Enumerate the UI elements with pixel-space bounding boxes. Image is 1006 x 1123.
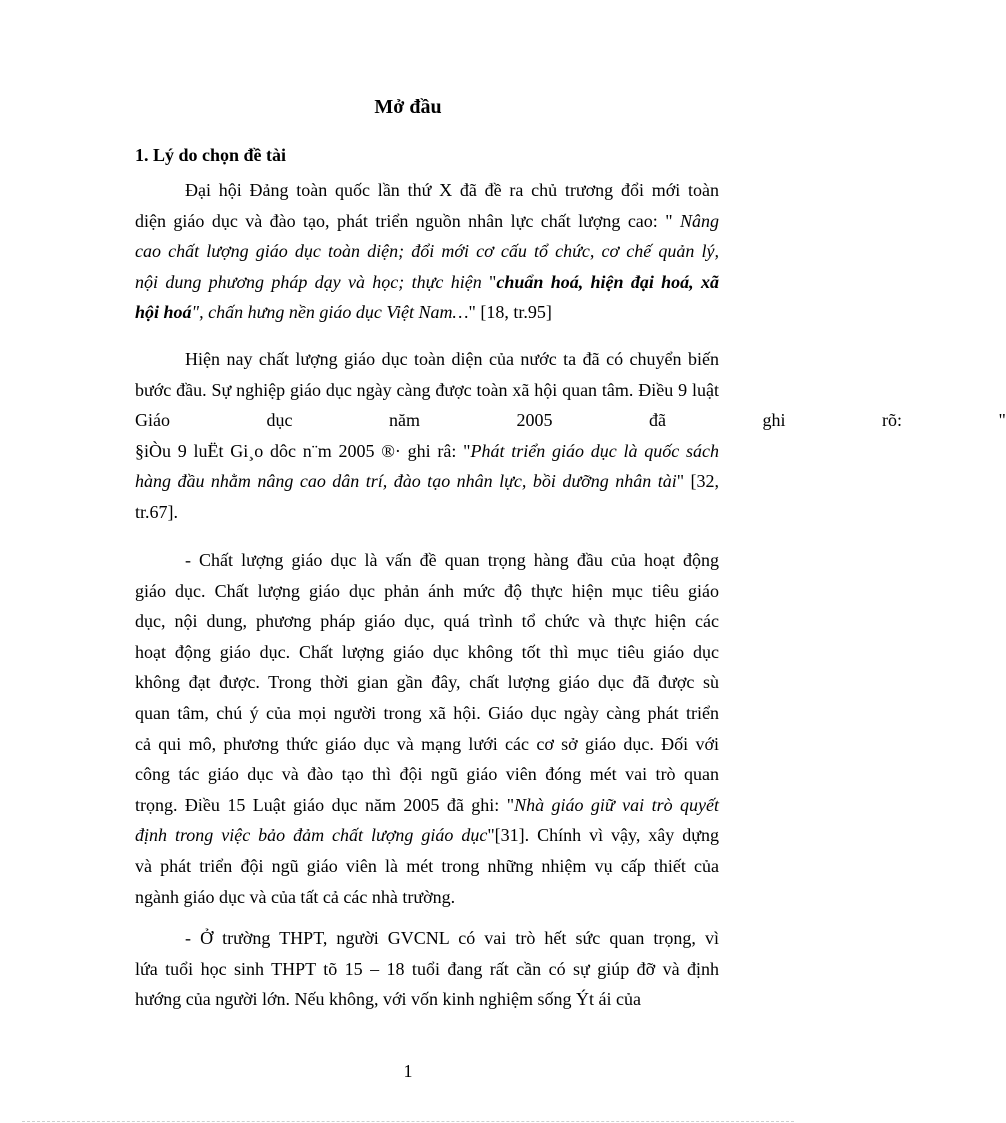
paragraph-line: nội dung phương pháp dạy và học; thực hiện "chuẩn hoá, hiện đại hoá, xã	[135, 271, 719, 292]
paragraph-line: - Ở trường THPT, người GVCNL có vai trò hết sức quan trọng, vì	[185, 928, 719, 948]
paragraph-line: tr.67].	[135, 501, 178, 522]
paragraph-line: công tác giáo dục và đào tạo thì đội ngũ giáo viên đóng mét vai trò quan	[135, 764, 719, 785]
paragraph-line: - Chất lượng giáo dục là vấn đề quan trọng hàng đầu của hoạt động	[185, 550, 719, 570]
paragraph-line: dục, nội dung, phương pháp giáo dục, quá trình tổ chức và thực hiện các	[135, 611, 719, 632]
paragraph-line: Đại hội Đảng toàn quốc lần thứ X đã đề ra chủ trương đổi mới toàn	[185, 180, 719, 200]
paragraph-line: hướng của người lớn. Nếu không, với vốn kinh nghiệm sống Ýt ái của	[135, 989, 642, 1010]
paragraph-2	[135, 344, 1006, 528]
paragraph-line: cả qui mô, phương thức giáo dục và mạng lưới các cơ sở giáo dục. Đối với	[135, 733, 719, 754]
paragraph-line: quan tâm, chú ý của mọi người trong xã hội. Giáo dục ngày càng phát triển	[135, 702, 719, 723]
paragraph-line: bước đầu. Sự nghiệp giáo dục ngày càng được toàn xã hội quan tâm. Điều 9 luật	[135, 379, 719, 400]
paragraph-line: giáo dục. Chất lượng giáo dục phản ánh mức độ thực hiện mục tiêu giáo	[135, 580, 719, 601]
paragraph-4	[135, 923, 719, 1015]
paragraph-line: hàng đầu nhằm nâng cao dân trí, đào tạo nhân lực, bồi dưỡng nhân tài" [32,	[135, 471, 720, 492]
paragraph-line: diện giáo dục và đào tạo, phát triển nguồn nhân lực chất lượng cao: " Nâng	[135, 210, 720, 231]
paragraph-line: hội hoá", chấn hưng nền giáo dục Việt Nam…" [18, tr.95]	[135, 302, 552, 323]
page-number: 1	[403, 1061, 413, 1081]
paragraph-line: không đạt được. Trong thời gian gần đây, chất lượng giáo dục đã được sù	[135, 672, 719, 693]
paragraph-line: §iÒu 9 luËt Gi¸o dôc n¨m 2005 ®· ghi râ: "Phát triển giáo dục là quốc sách	[135, 440, 719, 461]
section-heading: 1. Lý do chọn đề tài	[135, 145, 287, 165]
paragraph-3	[135, 545, 719, 912]
paragraph-line: ngành giáo dục và của tất cả các nhà trường.	[135, 886, 456, 907]
paragraph-line: hoạt động giáo dục. Chất lượng giáo dục không tốt thì mục tiêu giáo dục	[135, 641, 719, 662]
page-bottom-divider	[22, 1121, 794, 1122]
document-title: Mở đầu	[374, 96, 442, 118]
paragraph-line: Hiện nay chất lượng giáo dục toàn diện của nước ta đã có chuyển biến	[185, 349, 719, 369]
paragraph-line: cao chất lượng giáo dục toàn diện; đổi mới cơ cấu tổ chức, cơ chế quản lý,	[135, 241, 719, 262]
paragraph-line: và phát triển đội ngũ giáo viên là mét trong những nhiệm vụ cấp thiết của	[135, 855, 719, 876]
paragraph-1	[135, 175, 719, 328]
paragraph-line: lứa tuổi học sinh THPT tõ 15 – 18 tuổi đang rất cần có sự giúp đỡ và định	[135, 958, 719, 979]
paragraph-line: Giáo dục năm 2005 đã ghi rõ: "	[135, 410, 1006, 431]
paragraph-line: trọng. Điều 15 Luật giáo dục năm 2005 đã ghi: "Nhà giáo giữ vai trò quyết	[135, 794, 719, 815]
paragraph-line: định trong việc bảo đảm chất lượng giáo dục"[31]. Chính vì vậy, xây dựng	[135, 825, 719, 846]
